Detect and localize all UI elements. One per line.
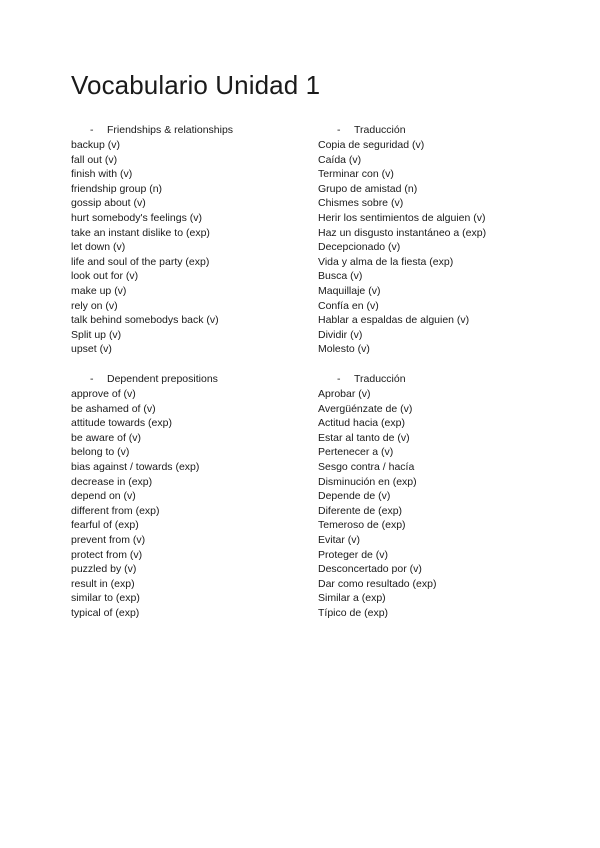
- list-item: typical of (exp): [71, 606, 140, 619]
- list-item: take an instant dislike to (exp): [71, 226, 210, 239]
- list-item: puzzled by (v): [71, 563, 137, 576]
- list-item: Dar como resultado (exp): [318, 577, 437, 590]
- list-item: bias against / towards (exp): [71, 460, 200, 473]
- list-item: Aprobar (v): [318, 388, 371, 400]
- section1-left-heading: [71, 123, 331, 138]
- list-item: Diferente de (exp): [318, 504, 403, 517]
- list-item: make up (v): [71, 284, 127, 297]
- bullet-dash: -: [337, 373, 341, 385]
- list-item: Típico de (exp): [318, 606, 389, 619]
- list-item: Hablar a espaldas de alguien (v): [318, 314, 470, 327]
- list-item: Molesto (v): [318, 343, 370, 356]
- list-item: talk behind somebodys back (v): [71, 314, 219, 327]
- list-item: Estar al tanto de (v): [318, 431, 410, 444]
- section2-left-list: [71, 387, 331, 621]
- section1-right-list: [318, 138, 578, 357]
- section1-right-column: [318, 123, 578, 357]
- list-item: Proteger de (v): [318, 548, 389, 561]
- bullet-dash: -: [337, 124, 341, 136]
- list-item: Disminución en (exp): [318, 475, 417, 488]
- bullet-dash: -: [90, 124, 94, 136]
- list-item: Dividir (v): [318, 328, 363, 341]
- section1-left-heading-text: Friendships & relationships: [107, 124, 234, 136]
- list-item: upset (v): [71, 343, 112, 356]
- list-item: gossip about (v): [71, 197, 146, 210]
- section2-right-column: [318, 372, 578, 621]
- list-item: different from (exp): [71, 504, 160, 517]
- section2-right-heading: [318, 372, 578, 387]
- list-item: attitude towards (exp): [71, 417, 172, 430]
- list-item: be ashamed of (v): [71, 402, 156, 415]
- list-item: Copia de seguridad (v): [318, 139, 425, 151]
- section2-left-heading: [71, 372, 331, 387]
- section1-right-heading: [318, 123, 578, 138]
- list-item: approve of (v): [71, 388, 136, 400]
- list-item: look out for (v): [71, 270, 139, 283]
- list-item: Avergüénzate de (v): [318, 402, 413, 415]
- section1-right-heading-text: Traducción: [354, 124, 406, 136]
- list-item: life and soul of the party (exp): [71, 255, 210, 268]
- list-item: Sesgo contra / hacía: [318, 460, 415, 473]
- list-item: fall out (v): [71, 153, 118, 166]
- list-item: Decepcionado (v): [318, 241, 401, 254]
- list-item: Pertenecer a (v): [318, 446, 394, 459]
- list-item: friendship group (n): [71, 182, 163, 195]
- list-item: Chismes sobre (v): [318, 197, 404, 210]
- list-item: similar to (exp): [71, 592, 140, 605]
- list-item: be aware of (v): [71, 431, 142, 444]
- section1-left-list: [71, 138, 331, 357]
- list-item: Temeroso de (exp): [318, 519, 406, 532]
- list-item: fearful of (exp): [71, 519, 139, 532]
- list-item: depend on (v): [71, 490, 136, 503]
- list-item: let down (v): [71, 241, 126, 254]
- list-item: Caída (v): [318, 153, 362, 166]
- list-item: decrease in (exp): [71, 475, 153, 488]
- list-item: result in (exp): [71, 577, 135, 590]
- list-item: Split up (v): [71, 328, 122, 341]
- list-item: Similar a (exp): [318, 592, 386, 605]
- list-item: Busca (v): [318, 270, 363, 283]
- list-item: Maquillaje (v): [318, 284, 381, 297]
- list-item: finish with (v): [71, 168, 133, 181]
- list-item: rely on (v): [71, 299, 118, 312]
- list-item: Grupo de amistad (n): [318, 182, 418, 195]
- section2-left-column: [71, 372, 331, 621]
- list-item: Vida y alma de la fiesta (exp): [318, 255, 454, 268]
- list-item: Evitar (v): [318, 533, 360, 546]
- list-item: Actitud hacia (exp): [318, 417, 405, 430]
- list-item: Confía en (v): [318, 299, 379, 312]
- section1-left-column: [71, 123, 331, 357]
- list-item: backup (v): [71, 139, 121, 151]
- list-item: Desconcertado por (v): [318, 563, 422, 576]
- list-item: Herir los sentimientos de alguien (v): [318, 211, 486, 224]
- list-item: Terminar con (v): [318, 168, 394, 181]
- list-item: prevent from (v): [71, 533, 146, 546]
- list-item: belong to (v): [71, 446, 130, 459]
- list-item: Haz un disgusto instantáneo a (exp): [318, 226, 487, 239]
- bullet-dash: -: [90, 373, 94, 385]
- list-item: Depende de (v): [318, 490, 391, 503]
- list-item: hurt somebody's feelings (v): [71, 211, 202, 224]
- section2-right-heading-text: Traducción: [354, 373, 406, 385]
- section2-right-list: [318, 387, 578, 621]
- page-title: Vocabulario Unidad 1: [71, 70, 321, 100]
- list-item: protect from (v): [71, 548, 143, 561]
- section2-left-heading-text: Dependent prepositions: [107, 373, 218, 385]
